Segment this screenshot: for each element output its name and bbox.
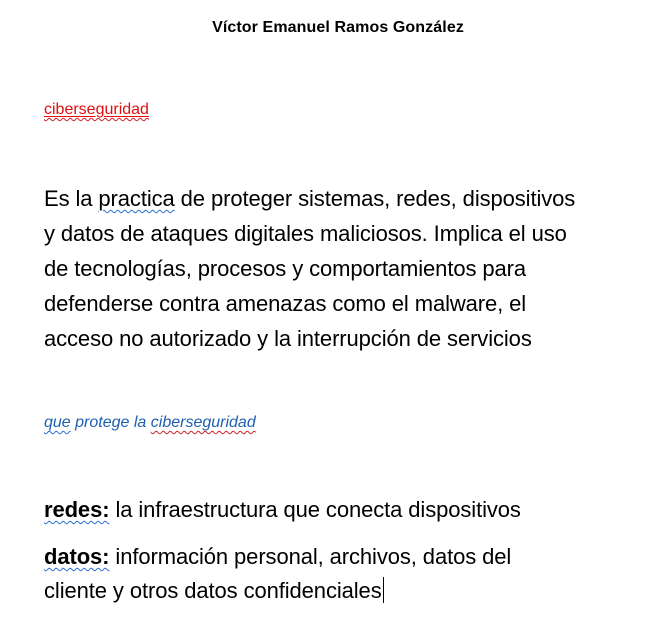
text-cursor [383, 577, 384, 603]
paragraph-line-3: de tecnologías, procesos y comportamientos para [44, 256, 527, 281]
spellcheck-flagged-word: ciberseguridad [44, 101, 149, 118]
spellcheck-flagged-word: ciberseguridad [150, 414, 256, 431]
term-datos: datos: [44, 544, 110, 569]
definition-text: la infraestructura que conecta dispositivos [109, 497, 521, 522]
definition-text: cliente y otros datos confidenciales [44, 578, 382, 603]
definition-datos [44, 540, 511, 608]
section-heading-ciberseguridad [44, 101, 149, 119]
definition-text: información personal, archivos, datos del [109, 544, 512, 569]
definition-datos-line-2 [44, 574, 511, 608]
definition-datos-line-1 [44, 540, 511, 574]
section-heading-que-protege: que protege la ciberseguridad [44, 414, 256, 431]
paragraph-line-5: acceso no autorizado y la interrupción de servicios [44, 326, 532, 351]
author-name: Víctor Emanuel Ramos González [212, 19, 464, 36]
definition-redes [44, 493, 521, 527]
term-redes: redes: [44, 497, 110, 522]
paragraph-line-2: y datos de ataques digitales maliciosos. Implica el uso [44, 221, 567, 246]
paragraph-line-4: defenderse contra amenazas como el malware, el [44, 291, 527, 316]
grammar-flagged-word: que [44, 414, 71, 431]
definition-paragraph [44, 181, 654, 356]
paragraph-line-1: Es la practica de proteger sistemas, redes, dispositivos [44, 186, 576, 211]
grammar-flagged-word: practica [98, 186, 175, 211]
